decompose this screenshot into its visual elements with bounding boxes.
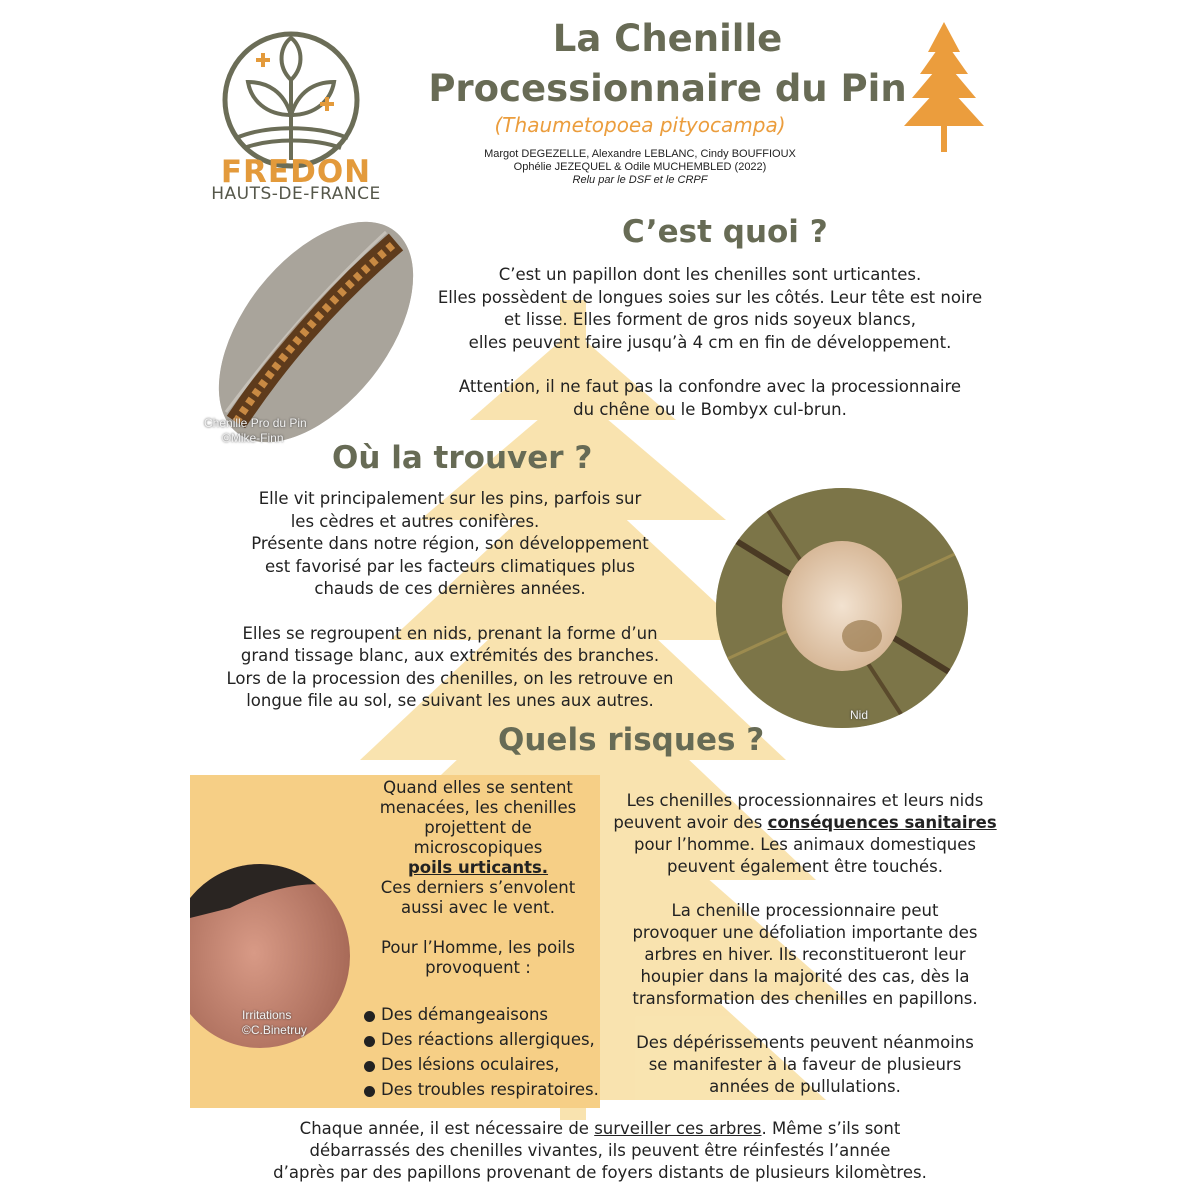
risks-left-line-4: microscopiques [413,838,543,857]
nest-photo [712,486,972,731]
symptom-item: Des démangeaisons [364,1004,604,1025]
scientific-name: (Thaumetopoea pityocampa) [494,113,786,137]
page-title [380,14,980,114]
health-consequences-emphasis: conséquences sanitaires [767,813,997,832]
caterpillar-photo-caption: Chenille Pro du Pin ©Mike-Finn [204,416,307,445]
where-paragraph-1-line-5: chauds de ces dernières années. [314,579,586,598]
risks-right-p3-line-2: se manifester à la faveur de plusieurs [648,1055,962,1074]
where-paragraph-2-line-2: grand tissage blanc, aux extrémités des branches. [240,646,660,665]
section-what-text [415,264,1005,421]
what-paragraph-1-line-1: C’est un papillon dont les chenilles sont urticantes. [498,265,922,284]
symptom-item: Des réactions allergiques, [364,1029,604,1050]
what-paragraph-1-line-3: et lisse. Elles forment de gros nids soyeux blancs, [504,310,916,329]
risks-left-line-1: Quand elles se sentent [383,778,573,797]
skin-irritation-photo [190,848,350,1058]
section-heading-where: Où la trouver ? [332,440,593,476]
where-paragraph-2-line-4: longue file au sol, se suivant les unes aux autres. [246,691,654,710]
risks-right-p2-line-2: provoquer une défoliation importante des [632,923,978,942]
nest-photo-caption: Nid [850,708,869,722]
where-paragraph-2-line-1: Elles se regroupent en nids, prenant la forme d’un [242,623,658,643]
orange-pine-tree-icon [898,22,990,154]
risks-right-p1-line-4: peuvent également être touchés. [666,857,944,876]
where-paragraph-1-line-4: est favorisé par les facteurs climatiques plus [264,556,635,576]
footer-line-3: d’après par des papillons provenant de foyers distants de plusieurs kilomètres. [273,1163,927,1182]
what-paragraph-1-line-4: elles peuvent faire jusqu’à 4 cm en fin de développement. [468,332,952,352]
monitor-trees-emphasis: surveiller ces arbres [594,1119,762,1138]
what-paragraph-1-line-2: Elles possèdent de longues soies sur les côtés. Leur tête est noire [437,287,983,307]
where-paragraph-1-line-1: Elle vit principalement sur les pins, parfois sur [258,489,642,508]
where-paragraph-2-line-3: Lors de la procession des chenilles, on les retrouve en [226,668,674,688]
symptoms-list [364,1004,604,1104]
risks-right-p1-line-3: pour l’homme. Les animaux domestiques [633,835,977,854]
footer-line-2: débarrassés des chenilles vivantes, ils peuvent être réinfestés l’année [309,1141,891,1160]
logo-fredon-text: FREDON [220,154,372,190]
authors-line-2: Ophélie JEZEQUEL & Odile MUCHEMBLED (2022) [513,161,767,173]
risks-left-line-9: provoquent : [425,958,531,977]
review-note: Relu par le DSF et le CRPF [572,174,708,186]
title-line-1: La Chenille [552,17,783,60]
what-paragraph-2-line-2: du chêne ou le Bombyx cul-brun. [573,399,847,419]
risks-left-line-7: aussi avec le vent. [400,898,555,917]
symptom-item: Des lésions oculaires, [364,1054,604,1075]
risks-right-p2-line-5: transformation des chenilles en papillons. [632,989,978,1008]
risks-right-p1-line-1: Les chenilles processionnaires et leurs nids [626,791,984,810]
where-paragraph-1-line-3: Présente dans notre région, son développement [251,534,649,553]
authors [420,148,860,187]
risks-right-p2-line-3: arbres en hiver. Ils reconstitueront leur [644,945,966,964]
title-line-2: Processionnaire du Pin [428,67,907,110]
risks-left-urticating-hairs: poils urticants. [407,858,549,877]
nest-photo-image [712,486,972,731]
risks-right-text [600,790,1010,1098]
risks-left-line-8: Pour l’Homme, les poils [381,938,575,957]
logo-region-text: HAUTS-DE-FRANCE [211,184,381,204]
risks-left-line-2: menacées, les chenilles [379,798,577,817]
symptom-item: Des troubles respiratoires. [364,1079,604,1100]
section-heading-risks: Quels risques ? [498,722,765,758]
risks-right-p1-line-2: peuvent avoir des conséquences sanitaires [613,813,997,832]
what-paragraph-2-line-1: Attention, il ne faut pas la confondre avec la processionnaire [458,377,962,396]
skin-photo-caption: Irritations ©C.Binetruy [242,1008,307,1037]
risks-right-p2-line-4: houpier dans la majorité des cas, dès la [640,967,970,986]
risks-left-line-6: Ces derniers s’envolent [380,878,576,897]
risks-right-p3-line-3: années de pullulations. [709,1077,901,1096]
risks-right-p2-line-1: La chenille processionnaire peut [671,901,939,920]
risks-left-text [358,778,598,978]
footer-text [190,1118,1010,1184]
section-where-text [190,488,710,713]
risks-right-p3-line-1: Des dépérissements peuvent néanmoins [636,1033,974,1052]
risks-left-line-3: projettent de [424,818,532,837]
footer-line-1: Chaque année, il est nécessaire de surveiller ces arbres. Même s’ils sont [299,1119,901,1138]
authors-line-1: Margot DEGEZELLE, Alexandre LEBLANC, Cindy BOUFFIOUX [484,148,796,160]
caterpillar-photo [196,212,436,462]
section-heading-what: C’est quoi ? [622,214,828,250]
where-paragraph-1-line-2: les cèdres et autres conifères. [290,511,540,531]
